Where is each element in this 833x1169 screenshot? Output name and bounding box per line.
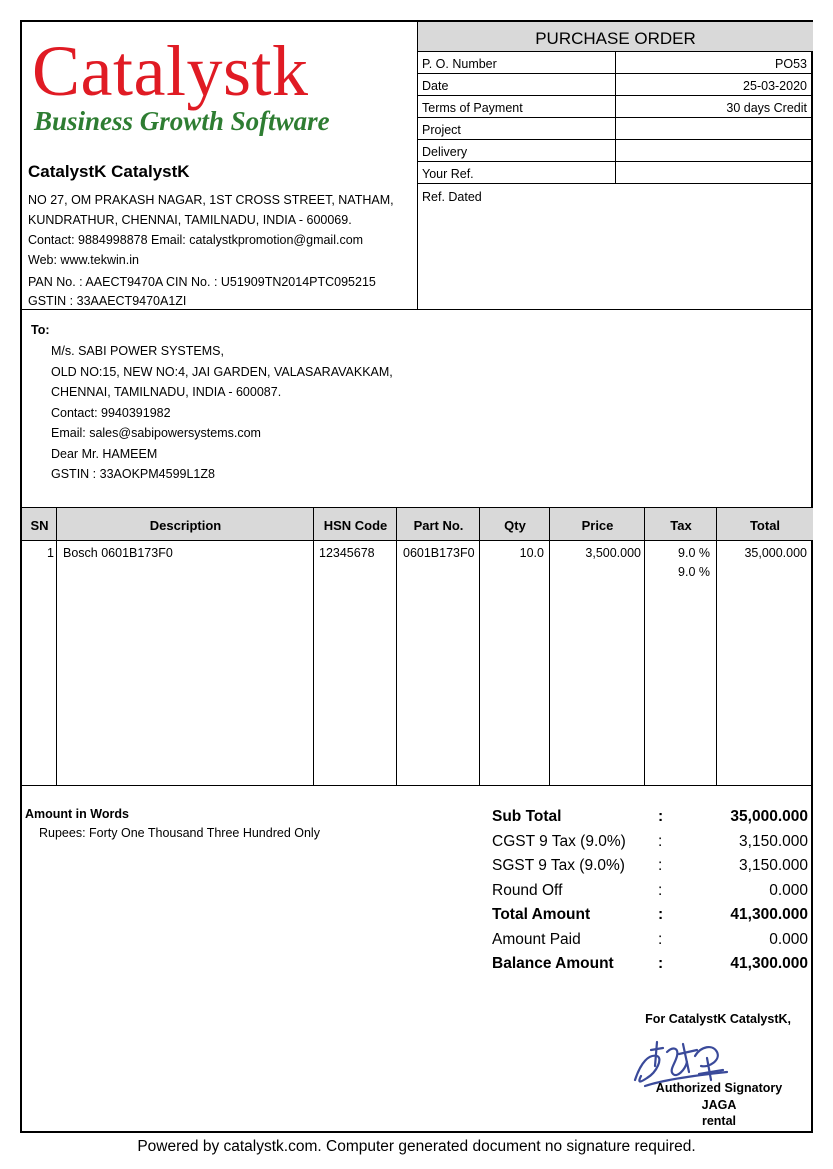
po-row-label: Your Ref. <box>418 162 616 183</box>
cell-total: 35,000.000 <box>744 546 807 560</box>
total-label: Sub Total <box>492 808 562 825</box>
cell-hsn-code: 12345678 <box>319 546 375 560</box>
round-off-row <box>492 882 808 907</box>
recipient-line: Contact: 9940391982 <box>51 405 171 420</box>
total-value: 3,150.000 <box>739 832 808 850</box>
for-company-label: For CatalystK CatalystK, <box>645 1012 791 1026</box>
total-separator: : <box>658 881 663 899</box>
ref-dated: Ref. Dated <box>422 190 482 204</box>
amount-paid-row <box>492 931 808 956</box>
po-row-your-ref <box>418 162 813 184</box>
recipient-details <box>51 341 393 485</box>
recipient-line: OLD NO:15, NEW NO:4, JAI GARDEN, VALASARAVAKKAM, <box>51 364 393 379</box>
signatory-role: rental <box>701 1114 737 1128</box>
company-details <box>28 162 413 310</box>
signatory-name: JAGA <box>701 1097 737 1112</box>
total-value: 41,300.000 <box>730 906 808 923</box>
logo-tagline: Business Growth Software <box>34 106 330 136</box>
company-address-line-2: KUNDRATHUR, CHENNAI, TAMILNADU, INDIA - 600069. <box>28 213 352 227</box>
subtotal-row <box>492 808 808 833</box>
recipient-line: CHENNAI, TAMILNADU, INDIA - 600087. <box>51 385 282 399</box>
recipient-block <box>22 310 813 508</box>
total-value: 41,300.000 <box>730 955 808 972</box>
cell-part-no: 0601B173F0 <box>403 546 475 560</box>
total-amount-row <box>492 906 808 931</box>
po-row-value: 25-03-2020 <box>743 79 807 93</box>
po-row-value: PO53 <box>775 57 807 71</box>
company-address-line-1: NO 27, OM PRAKASH NAGAR, 1ST CROSS STREET, NATHAM, <box>28 193 394 207</box>
total-value: 3,150.000 <box>739 857 808 874</box>
po-row-value <box>616 140 813 161</box>
po-row-value <box>616 118 813 139</box>
po-row-label: Project <box>418 118 616 139</box>
cell-tax-sgst: 9.0 % <box>678 565 710 579</box>
recipient-line: M/s. SABI POWER SYSTEMS, <box>51 344 224 358</box>
total-label: SGST 9 Tax (9.0%) <box>492 857 625 874</box>
cell-description: Bosch 0601B173F0 <box>63 546 173 560</box>
signatory-title: Authorized Signatory <box>655 1081 783 1095</box>
recipient-line: Email: sales@sabipowersystems.com <box>51 426 261 440</box>
to-label: To: <box>31 323 50 337</box>
footer-note: Powered by catalystk.com. Computer generated document no signature required. <box>137 1138 696 1155</box>
total-separator: : <box>658 955 664 972</box>
items-table <box>22 508 813 786</box>
cgst-row <box>492 833 808 858</box>
total-separator: : <box>658 808 664 825</box>
company-contact: Contact: 9884998878 Email: catalystkpromotion@gmail.com <box>28 233 364 247</box>
total-separator: : <box>658 906 664 923</box>
po-row-project <box>418 118 813 140</box>
total-separator: : <box>658 832 663 850</box>
recipient-line: GSTIN : 33AOKPM4599L1Z8 <box>51 467 215 481</box>
header-sn: SN <box>30 518 49 533</box>
po-details <box>418 22 813 310</box>
balance-amount-row <box>492 955 808 980</box>
header-tax: Tax <box>670 518 692 533</box>
sgst-row <box>492 857 808 882</box>
logo-name: Catalystk <box>32 31 309 111</box>
po-row-terms <box>418 96 813 118</box>
header-part-no: Part No. <box>413 518 464 533</box>
po-row-number <box>418 52 813 74</box>
po-row-date <box>418 74 813 96</box>
cell-price: 3,500.000 <box>585 546 641 560</box>
company-name: CatalystK CatalystK <box>28 162 190 181</box>
header-description: Description <box>149 518 222 533</box>
total-separator: : <box>658 857 663 874</box>
po-row-label: P. O. Number <box>418 52 616 73</box>
header-total: Total <box>749 518 781 533</box>
po-row-delivery <box>418 140 813 162</box>
po-row-label: Terms of Payment <box>418 96 616 117</box>
po-row-value <box>616 162 813 183</box>
total-label: CGST 9 Tax (9.0%) <box>492 832 626 850</box>
total-value: 0.000 <box>769 930 808 948</box>
amount-in-words-label: Amount in Words <box>25 807 129 821</box>
total-label: Round Off <box>492 881 563 899</box>
company-gstin: GSTIN : 33AAECT9470A1ZI <box>28 294 187 308</box>
company-header <box>22 22 418 310</box>
company-logo <box>32 32 330 137</box>
po-row-label: Delivery <box>418 140 616 161</box>
total-value: 35,000.000 <box>730 808 808 825</box>
amount-in-words: Rupees: Forty One Thousand Three Hundred Only <box>39 826 320 840</box>
company-pan-cin: PAN No. : AAECT9470A CIN No. : U51909TN2014PTC095215 <box>28 275 376 289</box>
header-price: Price <box>581 518 614 533</box>
authorized-signatory <box>634 1080 804 1130</box>
recipient-line: Dear Mr. HAMEEM <box>51 446 158 461</box>
cell-sn: 1 <box>47 546 54 560</box>
header-qty: Qty <box>504 518 526 533</box>
header-hsn-code: HSN Code <box>323 518 388 533</box>
purchase-order-document <box>20 20 813 1133</box>
total-label: Total Amount <box>492 906 591 923</box>
company-web: Web: www.tekwin.in <box>28 253 139 267</box>
po-row-value: 30 days Credit <box>726 101 807 115</box>
total-separator: : <box>658 930 663 948</box>
cell-tax-cgst: 9.0 % <box>678 546 710 560</box>
cell-qty: 10.0 <box>519 546 544 560</box>
total-label: Amount Paid <box>492 930 581 948</box>
totals-summary <box>492 808 808 980</box>
total-value: 0.000 <box>769 881 808 899</box>
po-title: PURCHASE ORDER <box>418 22 813 52</box>
total-label: Balance Amount <box>492 955 614 972</box>
po-row-label: Date <box>418 74 616 95</box>
